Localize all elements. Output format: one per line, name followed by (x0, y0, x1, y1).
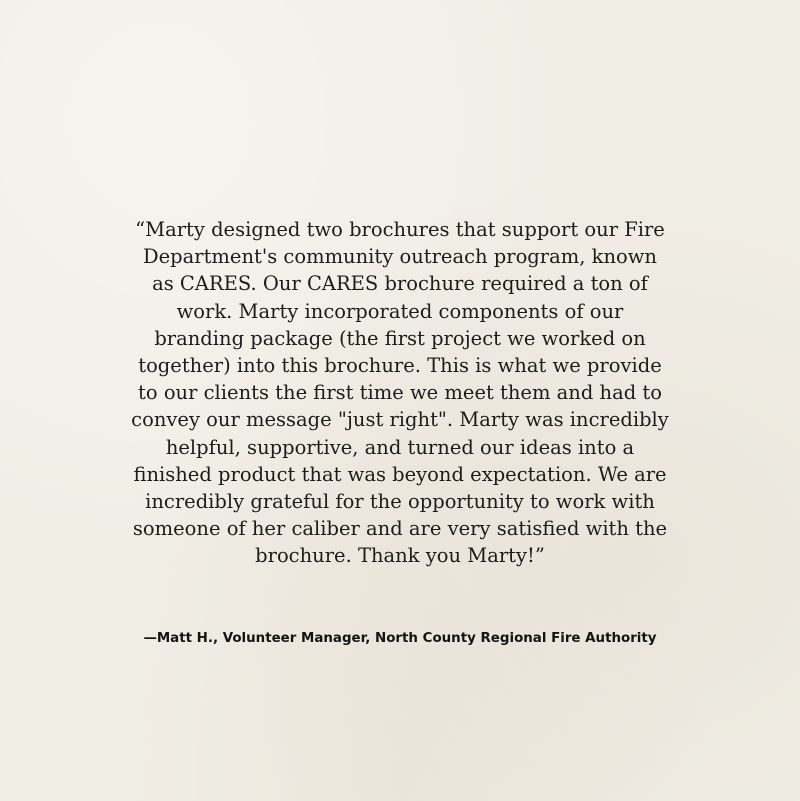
quote-line: Department's community outreach program, known (142, 245, 657, 269)
quote-line: brochure. Thank you Marty!” (255, 544, 545, 568)
quote-line: together) into this brochure. This is what we provide (138, 354, 662, 378)
quote-line: helpful, supportive, and turned our ideas into a (165, 435, 635, 459)
quote-line: someone of her caliber and are very satisfied with the (132, 517, 668, 541)
quote-line: to our clients the first time we meet them and had to (138, 381, 662, 405)
quote-line: work. Marty incorporated components of our (176, 299, 624, 323)
quote-line: as CARES. Our CARES brochure required a ton of (152, 272, 648, 296)
quote-line: convey our message "just right". Marty was incredibly (131, 408, 669, 432)
quote-line: finished product that was beyond expectation. We are (133, 462, 667, 486)
quote-line: incredibly grateful for the opportunity to work with (145, 490, 655, 514)
testimonial-quote (100, 216, 700, 570)
quote-line: branding package (the first project we worked on (154, 326, 646, 350)
testimonial-attribution: —Matt H., Volunteer Manager, North County Regional Fire Authority (143, 631, 657, 646)
quote-line: “Marty designed two brochures that support our Fire (135, 218, 665, 241)
